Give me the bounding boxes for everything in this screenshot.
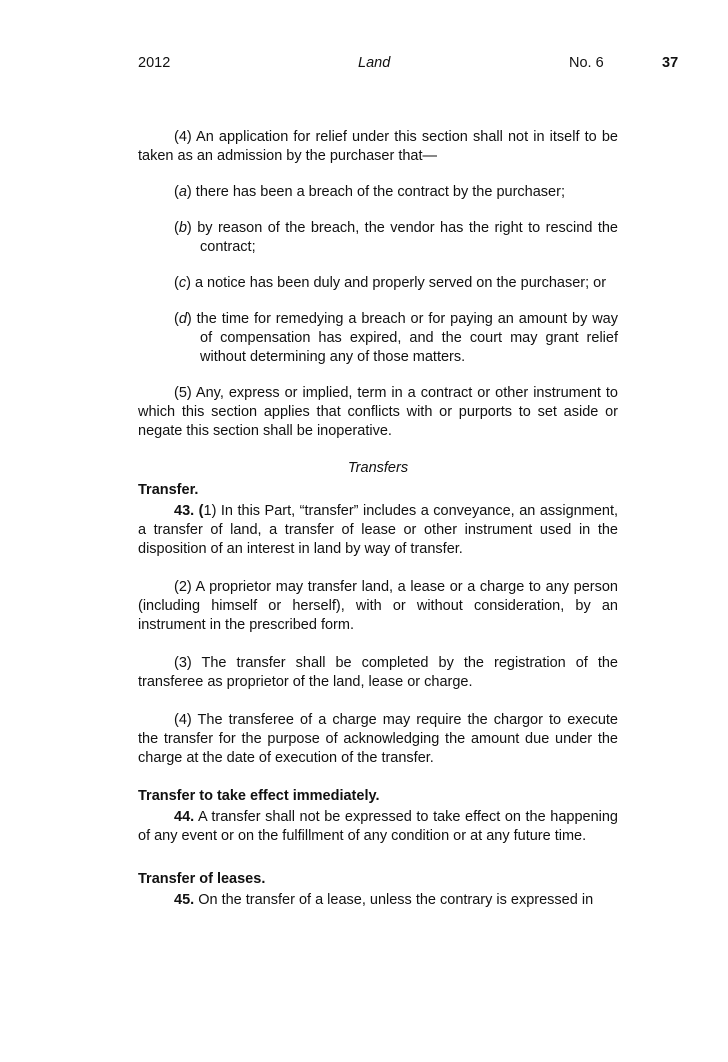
section-45-heading: Transfer of leases. (138, 871, 266, 887)
page-header (0, 55, 728, 75)
section-44-heading: Transfer to take effect immediately. (138, 788, 380, 804)
section-43-subsection-2: (2) A proprietor may transfer land, a lease or a charge to any person (including himself or herself), with or without consideration, by an instrument in the prescribed form. (138, 579, 618, 633)
part-heading: Transfers (347, 460, 409, 476)
section-44-text: 44. A transfer shall not be expressed to take effect on the happening of any event or on the fulfillment of any condition or at any future time. (138, 809, 618, 844)
header-year: 2012 (138, 55, 171, 71)
section-43-subsection-3: (3) The transfer shall be completed by the registration of the transferee as proprietor of the land, lease or charge. (138, 655, 618, 690)
section-43-subsection-1: 43. (1) In this Part, “transfer” includes a conveyance, an assignment, a transfer of land, a transfer of lease or other instrument used in the disposition of an interest in land by way of transfer. (138, 503, 619, 557)
item-a: (a) there has been a breach of the contract by the purchaser; (174, 184, 565, 200)
item-d: (d) the time for remedying a breach or for paying an amount by way of compensation has expired, and the court may grant relief without determining any of those matters. (174, 311, 618, 365)
section-43-heading: Transfer. (138, 482, 199, 498)
page-body (138, 128, 618, 910)
header-page-number: 37 (662, 55, 679, 71)
section-44-number: 44. (174, 809, 195, 825)
section-43-subsection-4: (4) The transferee of a charge may require the chargor to execute the transfer for the purpose of acknowledging the amount due under the charge at the date of execution of the transfer. (138, 712, 618, 766)
item-b: (b) by reason of the breach, the vendor has the right to rescind the contract; (174, 220, 618, 255)
subsection-4: (4) An application for relief under this section shall not in itself to be taken as an admission by the purchaser that— (138, 129, 618, 164)
section-43-number: 43. ( (174, 503, 204, 519)
section-45-number: 45. (174, 892, 195, 908)
header-act-number: No. 6 (569, 55, 604, 71)
item-c: (c) a notice has been duly and properly served on the purchaser; or (174, 275, 607, 291)
subsection-5: (5) Any, express or implied, term in a contract or other instrument to which this section applies that conflicts with or purports to set aside or negate this section shall be inoperative. (138, 385, 618, 439)
header-title: Land (358, 55, 391, 71)
section-45-text: 45. On the transfer of a lease, unless the contrary is expressed in (174, 892, 594, 908)
